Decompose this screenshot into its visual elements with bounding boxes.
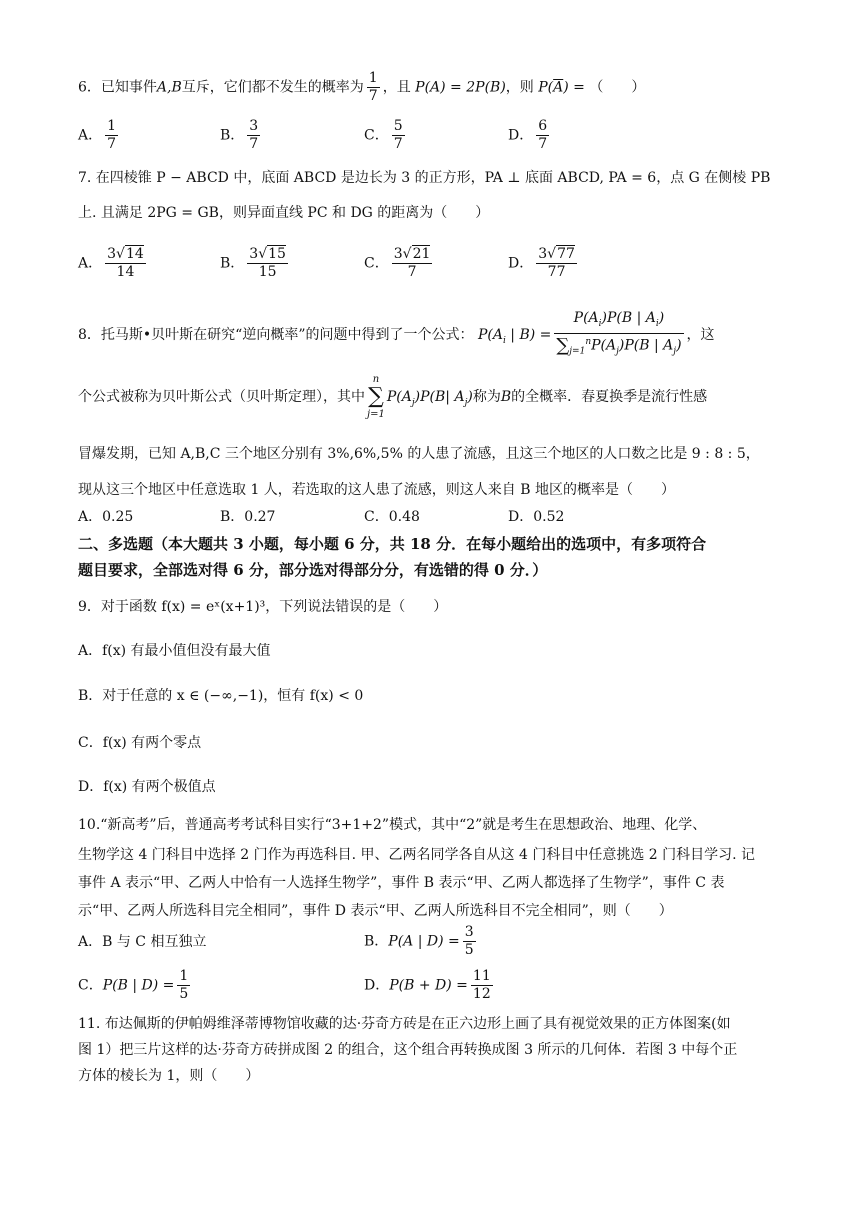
- q7-line-1: 7. 在四棱锥 P − ABCD 中，底面 ABCD 是边长为 3 的正方形，PA ⊥ 底面 ABCD, PA = 6，点 G 在侧棱 PB: [78, 170, 771, 186]
- q8-option-c[interactable]: C．0.48: [364, 509, 420, 525]
- option-label: C．: [364, 127, 389, 144]
- frac-den: 7: [107, 136, 117, 152]
- q8-text-a: 8．托马斯•贝叶斯在研究“逆向概率”的问题中得到了一个公式：: [78, 327, 474, 344]
- q9-option-a[interactable]: A．f(x) 有最小值但没有最大值: [78, 643, 271, 659]
- q6-stem-text-a: 6．已知事件: [78, 79, 157, 96]
- q10-line-3: 事件 A 表示“甲、乙两人中恰有一人选择生物学”，事件 B 表示“甲、乙两人都选择了生物学”，事件 C 表: [78, 875, 725, 891]
- q9-option-d[interactable]: D．f(x) 有两个极值点: [78, 779, 216, 795]
- q10-line-4: 示“甲、乙两人所选科目完全相同”，事件 D 表示“甲、乙两人所选科目不完全相同”，则（ ）: [78, 903, 673, 919]
- frac-den: 14: [116, 264, 135, 280]
- frac-den: 12: [472, 986, 491, 1002]
- radicand: 77: [557, 246, 575, 262]
- frac-num: 11: [472, 968, 491, 984]
- q6-events: A,B: [156, 79, 182, 96]
- option-label: D．: [508, 255, 534, 272]
- q8-text-c: 个公式被称为贝叶斯公式（贝叶斯定理），其中: [78, 389, 365, 405]
- coef: 3: [107, 246, 117, 262]
- section-heading-line-2: 题目要求，全部选对得 6 分，部分选对得部分分，有选错的得 0 分．）: [78, 561, 548, 579]
- frac-den: 7: [407, 264, 417, 280]
- option-label: B．: [364, 933, 389, 950]
- q8-option-b[interactable]: B．0.27: [220, 509, 276, 525]
- frac-den: 5: [464, 942, 474, 958]
- option-expr: P(B | D) =: [102, 977, 175, 994]
- q9-stem: 9．对于函数 f(x) = eˣ(x+1)³，下列说法错误的是（ ）: [78, 599, 448, 615]
- radicand: 14: [125, 246, 144, 262]
- option-label: D．: [508, 127, 534, 144]
- q6-option-a[interactable]: [78, 118, 121, 153]
- q8-line-2: [78, 374, 707, 420]
- q6-option-b[interactable]: [220, 118, 263, 153]
- q8-text-b: ，这: [686, 327, 715, 344]
- q10-option-c[interactable]: [78, 968, 193, 1003]
- bayes-numerator: $P(A_i)P(B$ | $A_i$): [554, 310, 683, 334]
- q10-option-b[interactable]: [364, 924, 479, 959]
- q6-complement: $P(\overline{A})$ =: [538, 79, 585, 96]
- option-expr: P(A | D) =: [388, 933, 460, 950]
- option-label: D．: [364, 977, 390, 994]
- option-label: C．: [78, 977, 103, 994]
- q6-option-c[interactable]: [364, 118, 408, 153]
- q6-stem-text-c: ，且: [382, 79, 411, 96]
- frac-den: 7: [249, 136, 259, 152]
- frac-num: 1: [107, 118, 117, 134]
- q8-option-d[interactable]: D．0.52: [508, 509, 565, 525]
- q6-stem-text-d: ，则: [505, 79, 534, 96]
- q8-event-b: B: [500, 389, 512, 405]
- option-label: B．: [220, 127, 245, 144]
- frac-den: 5: [179, 986, 189, 1002]
- frac-num: 1: [179, 968, 189, 984]
- coef: 3: [538, 246, 548, 262]
- frac-num: 5: [393, 118, 403, 134]
- sum-operator: n ∑ j=1: [367, 374, 385, 420]
- bayes-formula: $P(A_i$ | B) =: [477, 327, 552, 346]
- q7-option-d[interactable]: D． $\frac{3√77}{77}$: [508, 246, 575, 280]
- q10-option-d[interactable]: [364, 968, 496, 1003]
- q10-option-a[interactable]: A．B 与 C 相互独立: [78, 934, 207, 950]
- frac-num: 3: [249, 118, 259, 134]
- q11-line-1: 11. 布达佩斯的伊帕姆维泽蒂博物馆收藏的达·芬奇方砖是在正六边形上画了具有视觉效果的正方体图案(如: [78, 1016, 731, 1032]
- q6-frac-den: 7: [368, 88, 378, 104]
- bayes-denominator: $\sum_{j=1}^nP(A_j)P(B$ | $A_j$): [556, 334, 682, 357]
- q7-option-b[interactable]: B． $\frac{3√15}{15}$: [220, 246, 286, 280]
- frac-den: 7: [538, 136, 548, 152]
- q6-frac-num: 1: [368, 70, 378, 86]
- q6-stem-text-b: 互斥，它们都不发生的概率为: [181, 79, 364, 96]
- q9-option-b[interactable]: B．对于任意的 x ∈ (−∞,−1)，恒有 f(x) < 0: [78, 688, 364, 704]
- coef: 3: [249, 246, 259, 262]
- q8-line-3: 冒爆发期，已知 A,B,C 三个地区分别有 3%,6%,5% 的人患了流感，且这三个地区的人口数之比是 9 : 8 : 5，: [78, 446, 760, 462]
- q6-fraction: [367, 70, 380, 105]
- q8-line-1: [78, 310, 715, 360]
- frac-num: 3: [464, 924, 474, 940]
- option-label: A．: [78, 255, 103, 272]
- q7-option-c[interactable]: C． $\frac{3√21}{7}$: [364, 246, 431, 280]
- radicand: 15: [268, 246, 286, 262]
- frac-den: 15: [258, 264, 277, 280]
- option-label: A．: [78, 127, 103, 144]
- bayes-fraction: [554, 310, 683, 360]
- q8-option-a[interactable]: A．0.25: [78, 509, 134, 525]
- q11-line-3: 方体的棱长为 1，则（ ）: [78, 1068, 260, 1084]
- q7-option-a[interactable]: A． $\frac{3√14}{14}$: [78, 246, 144, 280]
- option-expr: P(B + D) =: [389, 977, 468, 994]
- q8-text-d: 称为: [472, 389, 501, 405]
- frac-num: 6: [538, 118, 548, 134]
- q6-option-d[interactable]: [508, 118, 552, 153]
- radicand: 21: [412, 246, 431, 262]
- frac-den: 77: [547, 264, 566, 280]
- q9-option-c[interactable]: C．f(x) 有两个零点: [78, 735, 202, 751]
- section-heading-line-1: 二、多选题（本大题共 3 小题，每小题 6 分，共 18 分．在每小题给出的选项中，有多项符合: [78, 535, 707, 553]
- option-label: C．: [364, 255, 389, 272]
- q10-line-2: 生物学这 4 门科目中选择 2 门作为再选科目. 甲、乙两名同学各自从这 4 门科目中任意挑选 2 门科目学习. 记: [78, 847, 756, 863]
- q6-stem-text-e: （ ）: [589, 79, 646, 96]
- q6-equation: P(A) = 2P(B): [415, 79, 506, 96]
- q10-line-1: 10.“新高考”后，普通高考考试科目实行“3+1+2”模式，其中“2”就是考生在思想政治、地理、化学、: [78, 817, 707, 833]
- q6-stem: [78, 70, 645, 105]
- q8-line-4: 现从这三个地区中任意选取 1 人，若选取的这人患了流感，则这人来自 B 地区的概率是（ ）: [78, 482, 675, 498]
- q8-text-e: 的全概率．春夏换季是流行性感: [511, 389, 708, 405]
- total-probability-expr: $P(A_j)P(B|$ $A_j$): [386, 389, 473, 408]
- q7-line-2: 上. 且满足 2PG = GB，则异面直线 PC 和 DG 的距离为（ ）: [78, 205, 490, 221]
- q11-line-2: 图 1）把三片这样的达·芬奇方砖拼成图 2 的组合，这个组合再转换成图 3 所示的几何体．若图 3 中每个正: [78, 1042, 738, 1058]
- frac-den: 7: [393, 136, 403, 152]
- option-label: B．: [220, 255, 245, 272]
- coef: 3: [393, 246, 403, 262]
